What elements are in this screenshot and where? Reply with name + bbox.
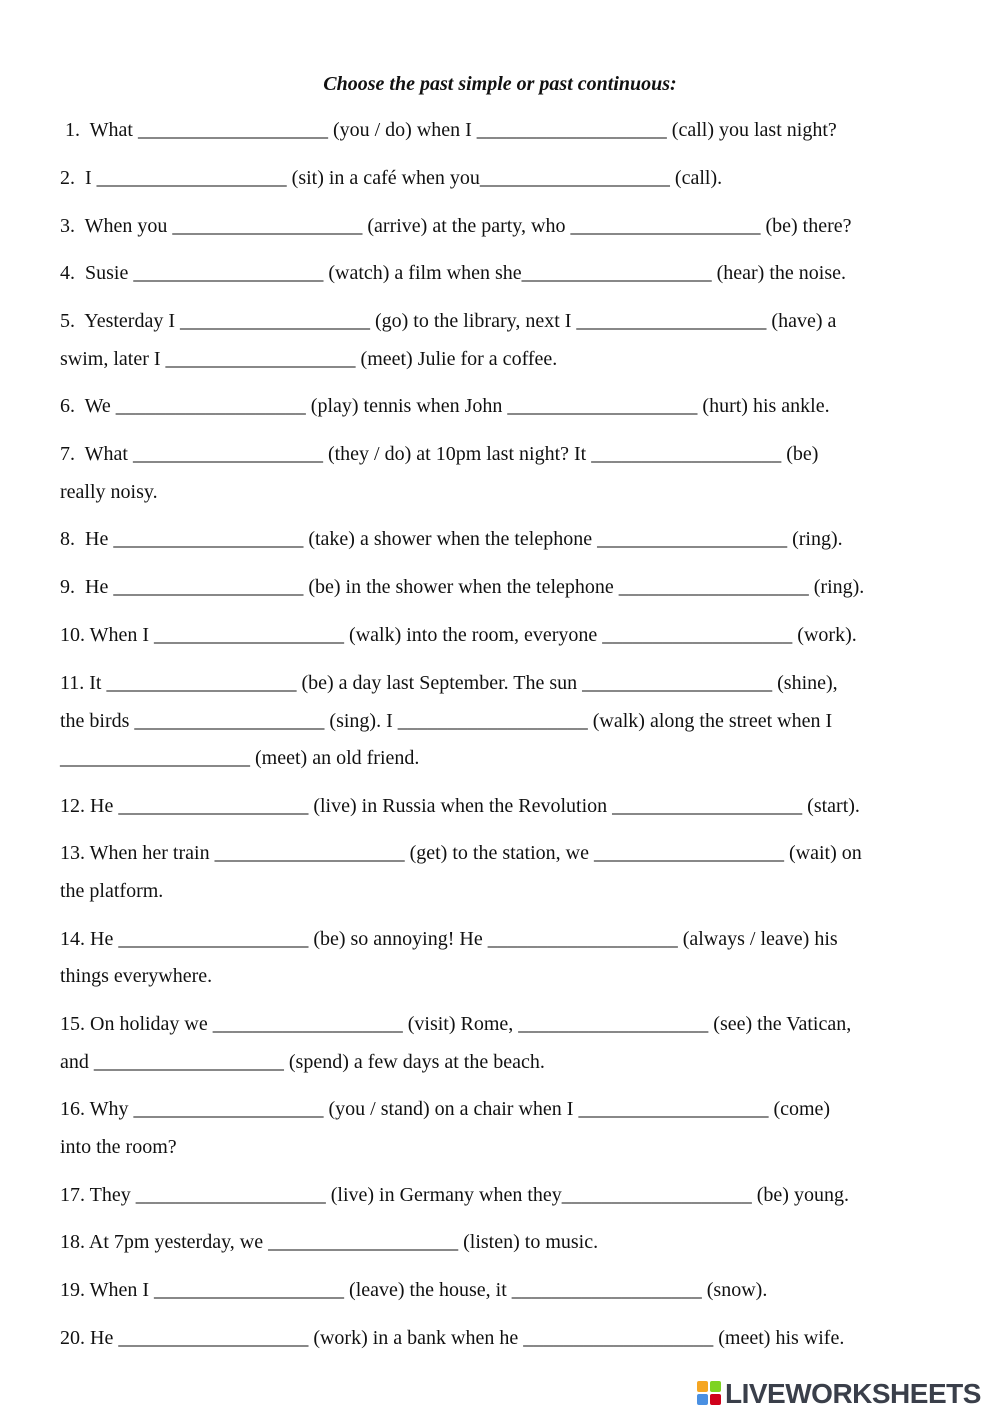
- exercise-line-19: 19. When I ___________________ (leave) the house, it ___________________ (snow).: [60, 1279, 768, 1301]
- exercise-line-7a: 7. What ___________________ (they / do) at 10pm last night? It ___________________ (be): [60, 443, 819, 465]
- exercise-line-11a: 11. It ___________________ (be) a day last September. The sun ___________________ (shine),: [60, 672, 838, 694]
- exercise-line-5b: swim, later I ___________________ (meet) Julie for a coffee.: [60, 348, 558, 370]
- exercise-line-11c: ___________________ (meet) an old friend.: [60, 747, 420, 769]
- exercise-line-17: 17. They ___________________ (live) in Germany when they___________________ (be) young.: [60, 1184, 849, 1206]
- exercise-line-13a: 13. When her train ___________________ (get) to the station, we ___________________ (wait) on: [60, 842, 862, 864]
- liveworksheets-logo: [697, 1378, 981, 1410]
- liveworksheets-logo-icon: [697, 1381, 723, 1407]
- exercise-line-16b: into the room?: [60, 1136, 177, 1158]
- exercise-line-18: 18. At 7pm yesterday, we ___________________ (listen) to music.: [60, 1231, 599, 1253]
- exercise-line-11b: the birds ___________________ (sing). I ___________________ (walk) along the street when I: [60, 710, 833, 732]
- exercise-line-9: 9. He ___________________ (be) in the shower when the telephone ___________________ (ring).: [60, 576, 865, 598]
- exercise-line-4: 4. Susie ___________________ (watch) a film when she___________________ (hear) the noise.: [60, 262, 846, 284]
- exercise-line-2: 2. I ___________________ (sit) in a café when you___________________ (call).: [60, 167, 723, 189]
- exercise-line-16a: 16. Why ___________________ (you / stand) on a chair when I ___________________ (come): [60, 1098, 831, 1120]
- exercise-line-3: 3. When you ___________________ (arrive) at the party, who ___________________ (be) there?: [60, 215, 852, 237]
- exercise-line-6: 6. We ___________________ (play) tennis when John ___________________ (hurt) his ankle.: [60, 395, 830, 417]
- exercise-line-1: 1. What ___________________ (you / do) when I ___________________ (call) you last night?: [60, 119, 837, 141]
- exercise-line-14b: things everywhere.: [60, 965, 213, 987]
- exercise-line-10: 10. When I ___________________ (walk) into the room, everyone ___________________ (work).: [60, 624, 857, 646]
- exercise-line-5a: 5. Yesterday I ___________________ (go) to the library, next I ___________________ (have) a: [60, 310, 837, 332]
- exercise-line-12: 12. He ___________________ (live) in Russia when the Revolution ___________________ (start).: [60, 795, 860, 817]
- exercise-line-14a: 14. He ___________________ (be) so annoying! He ___________________ (always / leave) his: [60, 928, 838, 950]
- liveworksheets-logo-text: LIVEWORKSHEETS: [725, 1378, 981, 1409]
- worksheet-title: Choose the past simple or past continuous:: [323, 73, 677, 95]
- exercise-line-7b: really noisy.: [60, 481, 158, 503]
- exercise-line-20: 20. He ___________________ (work) in a bank when he ___________________ (meet) his wife.: [60, 1327, 845, 1349]
- exercise-line-15a: 15. On holiday we ___________________ (visit) Rome, ___________________ (see) the Vatican,: [60, 1013, 852, 1035]
- exercise-line-13b: the platform.: [60, 880, 164, 902]
- exercise-line-8: 8. He ___________________ (take) a shower when the telephone ___________________ (ring).: [60, 528, 843, 550]
- exercise-line-15b: and ___________________ (spend) a few days at the beach.: [60, 1051, 545, 1073]
